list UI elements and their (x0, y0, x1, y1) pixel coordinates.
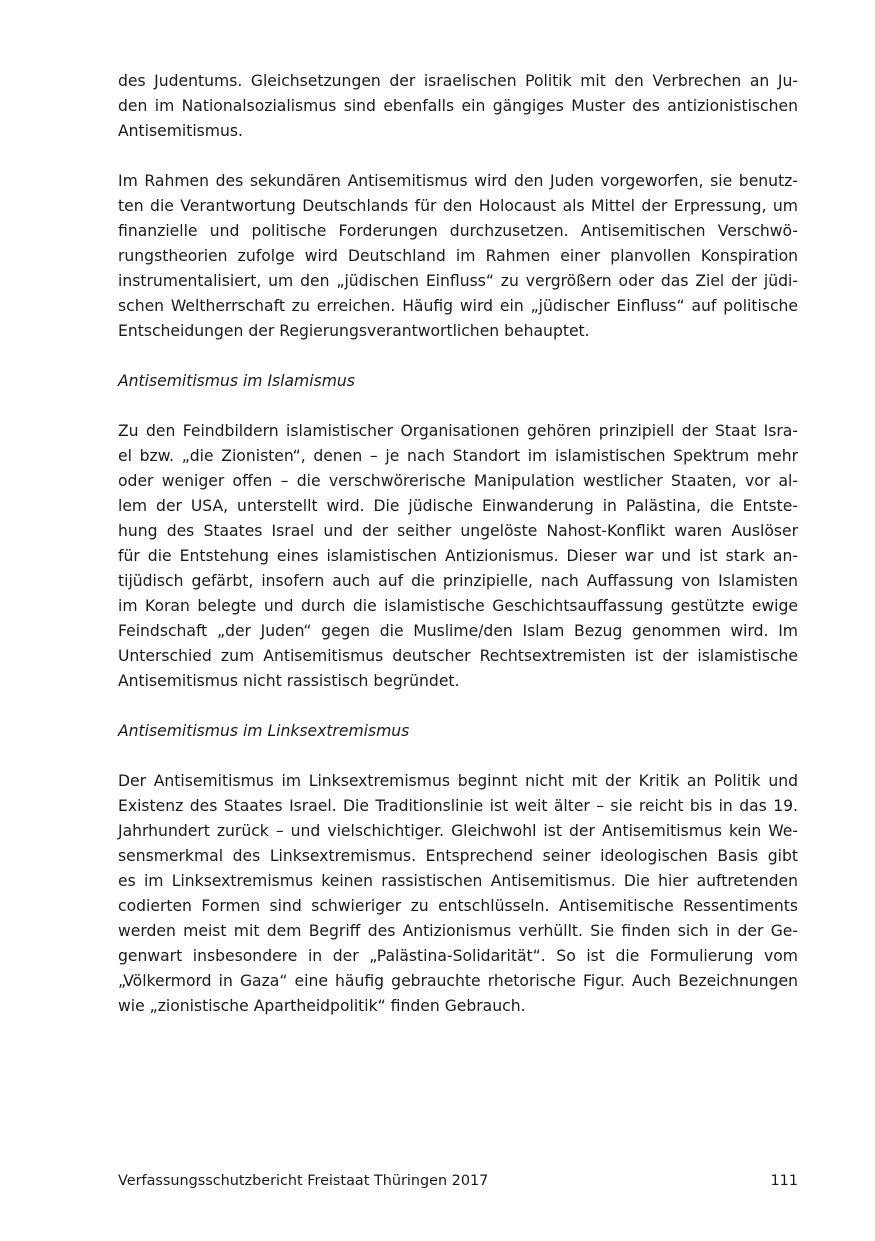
text-line: tijüdisch gefärbt, insofern auch auf die prinzipielle, nach Auffassung von Islamisten (118, 572, 798, 590)
text-line: rungstheorien zufolge wird Deutschland im Rahmen einer planvollen Konspiration (118, 247, 798, 265)
text-line: Antisemitismus nicht rassistisch begründet. (118, 672, 460, 690)
text-line: Antisemitismus. (118, 122, 243, 140)
text-line: im Koran belegte und durch die islamistische Geschichtsauffassung gestützte ewige (118, 597, 798, 615)
paragraph-2 (118, 169, 798, 344)
text-line: lem der USA, unterstellt wird. Die jüdische Einwanderung in Palästina, die Entste- (118, 497, 798, 515)
text-line: Im Rahmen des sekundären Antisemitismus wird den Juden vorgeworfen, sie benutz- (118, 172, 798, 190)
paragraph-gap (118, 144, 798, 169)
text-line: Unterschied zum Antisemitismus deutscher Rechtsextremisten ist der islamistische (118, 647, 798, 665)
paragraph-gap (118, 344, 798, 369)
page-body (118, 69, 798, 1019)
page-number: 111 (770, 1173, 798, 1189)
text-line: hung des Staates Israel und der seither ungelöste Nahost-Konflikt waren Auslöser (118, 522, 798, 540)
text-line: finanzielle und politische Forderungen durchzusetzen. Antisemitischen Verschwö- (118, 222, 798, 240)
text-line: „Völkermord in Gaza“ eine häufig gebrauchte rhetorische Figur. Auch Bezeichnungen (118, 972, 798, 990)
section-heading-islamismus: Antisemitismus im Islamismus (118, 372, 355, 390)
text-line: Zu den Feindbildern islamistischer Organisationen gehören prinzipiell der Staat Isra- (118, 422, 798, 440)
text-line: ten die Verantwortung Deutschlands für den Holocaust als Mittel der Erpressung, um (118, 197, 798, 215)
text-line: Entscheidungen der Regierungsverantwortlichen behauptet. (118, 322, 590, 340)
text-line: wie „zionistische Apartheidpolitik“ finden Gebrauch. (118, 997, 526, 1015)
text-line: Jahrhundert zurück – und vielschichtiger. Gleichwohl ist der Antisemitismus kein We- (118, 822, 798, 840)
text-line: des Judentums. Gleichsetzungen der israelischen Politik mit den Verbrechen an Ju- (118, 72, 798, 90)
paragraph-1 (118, 69, 798, 144)
section-heading-linksextremismus: Antisemitismus im Linksextremismus (118, 722, 410, 740)
text-line: oder weniger offen – die verschwörerische Manipulation westlicher Staaten, vor al- (118, 472, 798, 490)
text-line: Existenz des Staates Israel. Die Traditionslinie ist weit älter – sie reicht bis in das 19. (118, 797, 798, 815)
text-line: Feindschaft „der Juden“ gegen die Muslime/den Islam Bezug genommen wird. Im (118, 622, 798, 640)
paragraph-gap (118, 694, 798, 719)
text-line: werden meist mit dem Begriff des Antizionismus verhüllt. Sie finden sich in der Ge- (118, 922, 798, 940)
text-line: codierten Formen sind schwieriger zu entschlüsseln. Antisemitische Ressentiments (118, 897, 798, 915)
text-line: genwart insbesondere in der „Palästina-Solidarität“. So ist die Formulierung vom (118, 947, 798, 965)
footer-publication-title: Verfassungsschutzbericht Freistaat Thüringen 2017 (118, 1173, 489, 1189)
paragraph-gap (118, 394, 798, 419)
text-line: sensmerkmal des Linksextremismus. Entsprechend seiner ideologischen Basis gibt (118, 847, 798, 865)
paragraph-4 (118, 769, 798, 1019)
text-line: schen Weltherrschaft zu erreichen. Häufig wird ein „jüdischer Einfluss“ auf politische (118, 297, 798, 315)
text-line: für die Entstehung eines islamistischen Antizionismus. Dieser war und ist stark an- (118, 547, 798, 565)
paragraph-gap (118, 744, 798, 769)
text-line: Der Antisemitismus im Linksextremismus beginnt nicht mit der Kritik an Politik und (118, 772, 798, 790)
paragraph-3 (118, 419, 798, 694)
text-line: es im Linksextremismus keinen rassistischen Antisemitismus. Die hier auftretenden (118, 872, 798, 890)
text-line: el bzw. „die Zionisten“, denen – je nach Standort im islamistischen Spektrum mehr (118, 447, 798, 465)
text-line: den im Nationalsozialismus sind ebenfalls ein gängiges Muster des antizionistischen (118, 97, 798, 115)
text-line: instrumentalisiert, um den „jüdischen Einfluss“ zu vergrößern oder das Ziel der jüdi- (118, 272, 798, 290)
